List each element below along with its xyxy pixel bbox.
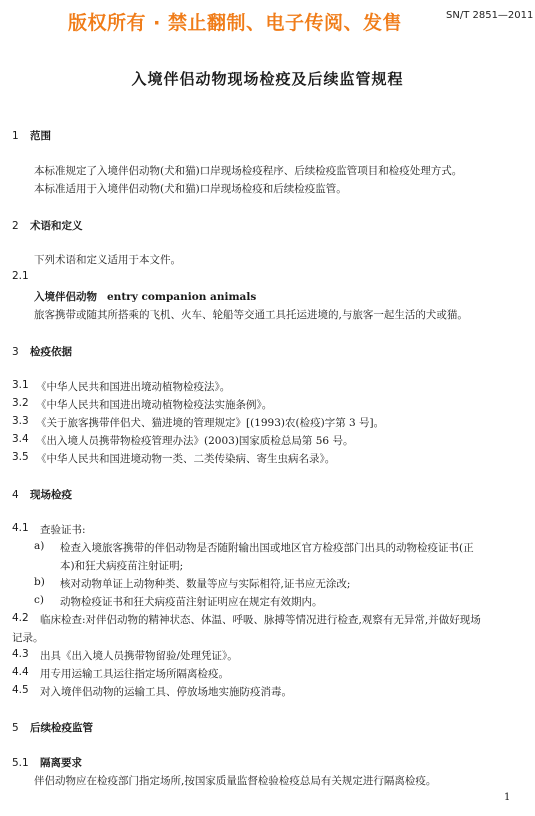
section-number: 1	[12, 130, 19, 142]
clause-number: 5.1	[12, 757, 29, 769]
list-item-text: 《出入境人员携带物检疫管理办法》(2003)国家质检总局第 56 号。	[36, 435, 354, 447]
section-5-heading	[12, 720, 93, 735]
list-item-number: 3.3	[12, 415, 29, 427]
section-title: 后续检疫监管	[30, 722, 93, 734]
list-item-number: 3.4	[12, 433, 29, 445]
section-5-1-heading	[12, 755, 82, 770]
section-number: 2	[12, 220, 19, 232]
section-title: 术语和定义	[30, 220, 83, 232]
clause-text: 查验证书:	[40, 524, 86, 536]
section-title: 现场检疫	[30, 489, 72, 501]
page-number: 1	[504, 792, 511, 803]
sub-item-text-continued: 本)和狂犬病疫苗注射证明;	[60, 560, 184, 572]
section-number: 3	[12, 346, 19, 358]
clause-number: 4.5	[12, 684, 29, 696]
section-title: 范围	[30, 130, 51, 142]
list-item-text: 《中华人民共和国进出境动植物检疫法》。	[36, 381, 231, 393]
clause-title: 隔离要求	[40, 757, 82, 769]
term-english: entry companion animals	[107, 291, 257, 303]
clause-text: 出具《出入境人员携带物留验/处理凭证》。	[40, 650, 238, 662]
document-title: 入境伴侣动物现场检疫及后续监管规程	[131, 70, 404, 88]
sub-item-text: 动物检疫证书和狂犬病疫苗注射证明应在规定有效期内。	[60, 596, 323, 608]
paragraph: 伴侣动物应在检疫部门指定场所,按国家质量监督检验检疫总局有关规定进行隔离检疫。	[34, 775, 437, 787]
clause-text: 对入境伴侣动物的运输工具、停放场地实施防疫消毒。	[40, 686, 292, 698]
list-item-text: 《中华人民共和国进出境动植物检疫法实施条例》。	[36, 399, 273, 411]
section-2-heading	[12, 218, 83, 233]
sub-item-label: b)	[34, 576, 45, 588]
term-entry	[34, 289, 256, 304]
list-item-number: 3.2	[12, 397, 29, 409]
clause-number: 4.1	[12, 522, 29, 534]
sub-item-label: a)	[34, 540, 45, 552]
section-4-heading	[12, 487, 72, 502]
clause-text: 用专用运输工具运往指定场所隔离检疫。	[40, 668, 229, 680]
sub-item-text: 检查入境旅客携带的伴侣动物是否随附输出国或地区官方检疫部门出具的动物检疫证书(正	[60, 542, 474, 554]
copyright-watermark: 版权所有 · 禁止翻制、电子传阅、发售	[68, 12, 402, 34]
term-definition: 旅客携带或随其所搭乘的飞机、火车、轮船等交通工具托运进境的,与旅客一起生活的犬或猫。	[34, 309, 468, 321]
clause-number: 4.3	[12, 648, 29, 660]
list-item-text: 《关于旅客携带伴侣犬、猫进境的管理规定》[(1993)农(检疫)字第 3 号]。	[36, 417, 385, 429]
list-item-number: 3.5	[12, 451, 29, 463]
sub-item-label: c)	[34, 594, 44, 606]
clause-number: 4.2	[12, 612, 29, 624]
standard-code: SN/T 2851—2011	[446, 10, 534, 21]
term-chinese: 入境伴侣动物	[34, 291, 97, 303]
section-3-heading	[12, 344, 72, 359]
section-title: 检疫依据	[30, 346, 72, 358]
clause-number: 4.4	[12, 666, 29, 678]
clause-text-continued: 记录。	[12, 632, 44, 644]
sub-item-text: 核对动物单证上动物种类、数量等应与实际相符,证书应无涂改;	[60, 578, 351, 590]
clause-text: 临床检查:对伴侣动物的精神状态、体温、呼吸、脉搏等情况进行检查,观察有无异常,并做好现场	[40, 614, 481, 626]
clause-number: 2.1	[12, 270, 29, 282]
list-item-text: 《中华人民共和国进境动物一类、二类传染病、寄生虫病名录》。	[36, 453, 336, 465]
paragraph: 下列术语和定义适用于本文件。	[34, 254, 181, 266]
list-item-number: 3.1	[12, 379, 29, 391]
section-number: 4	[12, 489, 19, 501]
paragraph: 本标准适用于入境伴侣动物(犬和猫)口岸现场检疫和后续检疫监管。	[34, 183, 347, 195]
paragraph: 本标准规定了入境伴侣动物(犬和猫)口岸现场检疫程序、后续检疫监管项目和检疫处理方式。	[34, 165, 463, 177]
section-1-heading	[12, 128, 51, 143]
section-number: 5	[12, 722, 19, 734]
